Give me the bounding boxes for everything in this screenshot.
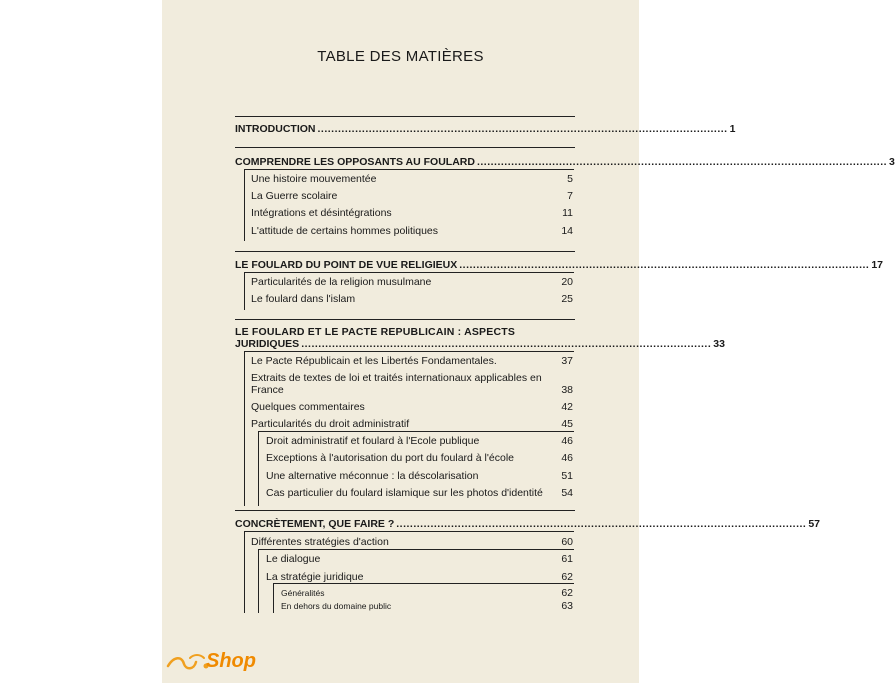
indent-line	[244, 169, 245, 241]
indent-line	[244, 169, 574, 170]
toc-entry-pacte-line1: LE FOULARD ET LE PACTE REPUBLICAIN : ASPECTS	[235, 326, 516, 338]
indent-line	[244, 531, 245, 613]
toc-entry-pacte: JURIDIQUES ........................................................................................................................ 33	[235, 338, 725, 350]
toc-item: Particularités du droit administratif 45	[251, 418, 573, 430]
page-title: TABLE DES MATIÈRES	[317, 48, 484, 65]
toc-item: Intégrations et désintégrations 11	[251, 207, 573, 219]
toc-entry-religieux: LE FOULARD DU POINT DE VUE RELIGIEUX ........................................................................................................................ 17	[235, 259, 884, 271]
indent-line	[244, 351, 245, 506]
toc-item: L'attitude de certains hommes politiques 14	[251, 225, 573, 237]
shop-logo	[166, 650, 276, 678]
toc-item: Une histoire mouvementée 5	[251, 173, 573, 185]
toc-item: Le Pacte Républicain et les Libertés Fondamentales. 37	[251, 355, 573, 367]
toc-item: Particularités de la religion musulmane 20	[251, 276, 573, 288]
toc-item: Différentes stratégies d'action 60	[251, 536, 573, 548]
toc-item: La Guerre scolaire 7	[251, 190, 573, 202]
swirl-icon	[166, 652, 210, 676]
section-divider	[235, 319, 575, 320]
section-divider	[235, 251, 575, 252]
toc-subsubitem: En dehors du domaine public 63	[281, 600, 573, 612]
toc-subsubitem: Généralités 62	[281, 587, 573, 599]
indent-line	[244, 272, 245, 310]
indent-line	[258, 549, 574, 550]
toc-subitem: Le dialogue 61	[266, 553, 573, 565]
toc-subitem: Exceptions à l'autorisation du port du foulard à l'école 46	[266, 452, 573, 464]
indent-line	[273, 583, 274, 613]
indent-line	[273, 583, 574, 584]
section-divider	[235, 147, 575, 148]
indent-line	[244, 272, 574, 273]
book-page	[162, 0, 895, 683]
toc-item: Extraits de textes de loi et traités internationaux applicables en	[251, 372, 542, 384]
indent-line	[244, 351, 574, 352]
toc-entry-introduction: INTRODUCTION ........................................................................................................................ 1	[235, 123, 736, 135]
section-divider	[235, 510, 575, 511]
logo-text: Shop	[206, 650, 256, 672]
toc-subitem: Droit administratif et foulard à l'Ecole publique 46	[266, 435, 573, 447]
indent-line	[258, 431, 259, 506]
toc-item: France 38	[251, 384, 573, 396]
toc-entry-opposants: COMPRENDRE LES OPPOSANTS AU FOULARD ........................................................................................................................ 3	[235, 156, 895, 168]
toc-item: Le foulard dans l'islam 25	[251, 293, 573, 305]
indent-line	[244, 531, 574, 532]
toc-item: Quelques commentaires 42	[251, 401, 573, 413]
toc-subitem: Cas particulier du foulard islamique sur les photos d'identité 54	[266, 487, 573, 499]
toc-entry-concretement: CONCRÈTEMENT, QUE FAIRE ? ........................................................................................................................ 57	[235, 518, 821, 530]
toc-subitem: La stratégie juridique 62	[266, 571, 573, 583]
section-divider	[235, 116, 575, 117]
indent-line	[258, 431, 574, 432]
indent-line	[258, 549, 259, 613]
toc-subitem: Une alternative méconnue : la déscolarisation 51	[266, 470, 573, 482]
